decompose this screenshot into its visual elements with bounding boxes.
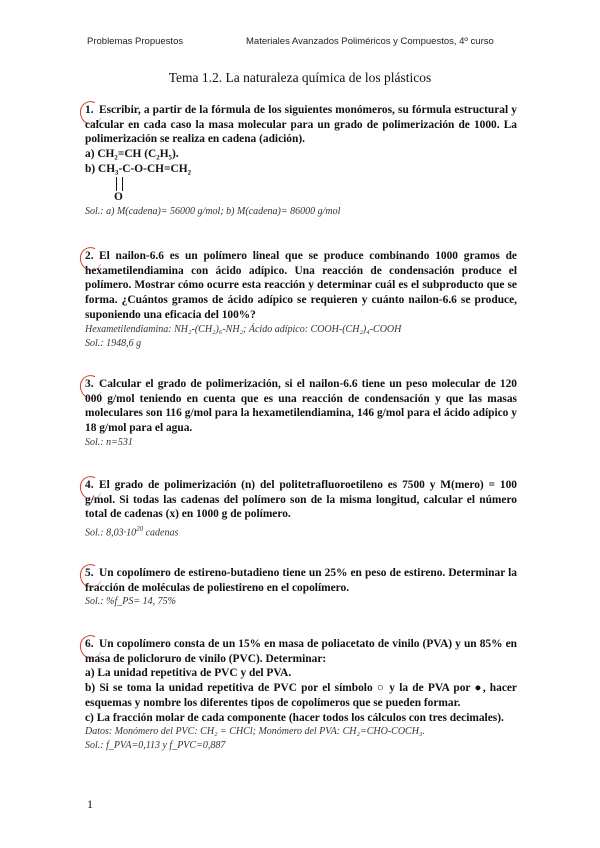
problem-5-statement: Un copolímero de estireno-butadieno tiene un 25% en peso de estireno. Determinar la fracción de moléculas de poliestireno en el copolímero. [85, 567, 517, 594]
problem-6-number: 6. [85, 638, 94, 650]
problem-3-solution: Sol.: n=531 [85, 436, 133, 448]
carbonyl-oxygen: O [114, 190, 123, 203]
problem-2-number: 2. [85, 250, 94, 262]
problem-1-number: 1. [85, 104, 94, 116]
carbonyl-group [85, 177, 517, 205]
problem-1-item-b: b) CH₃-C-O-CH=CH₂ [85, 162, 192, 175]
problem-1-solution: Sol.: a) M(cadena)= 56000 g/mol; b) M(cadena)= 86000 g/mol [85, 205, 341, 217]
problem-4 [85, 478, 517, 540]
problem-2 [85, 249, 517, 351]
problem-3-text [85, 377, 517, 436]
problem-6-item-c: c) La fracción molar de cada componente (hacer todos los cálculos con tres decimales). [85, 711, 504, 724]
problem-5-number: 5. [85, 567, 94, 579]
problem-5-text [85, 566, 517, 595]
problem-6-item-a: a) La unidad repetitiva de PVC y del PVA. [85, 667, 292, 680]
page-number: 1 [87, 797, 93, 811]
problem-2-data: Hexametilendiamina: NH₂-(CH₂)₆-NH₂; Ácido adípico: COOH-(CH₂)₄-COOH [85, 323, 402, 335]
problem-3-number: 3. [85, 378, 94, 390]
header-left: Problemas Propuestos [87, 36, 184, 47]
problem-4-solution-base: Sol.: 8,03·10 [85, 527, 137, 539]
problem-2-statement: El nailon-6.6 es un polímero lineal que se produce combinando 1000 gramos de hexametilendiamina con ácido adípico. Una reacción de condensación produce el polímero. Mostrar cómo ocurre esta reacción y determinar cuál es el subproducto que se forma. ¿Cuántos gramos de ácido adípico se requieren y cuánto nailon-6.6 se produce, suponiendo una eficacia del 100%? [85, 250, 517, 321]
problem-1-statement: Escribir, a partir de la fórmula de los siguientes monómeros, su fórmula estructural y calcular en cada caso la masa molecular para un grado de polimerización de 1000. La polimerización se realiza en cadena (adición). [85, 104, 517, 146]
problem-6 [85, 637, 517, 753]
problem-6-solution: Sol.: f_PVA=0,113 y f_PVC=0,887 [85, 740, 226, 752]
problem-4-solution [85, 522, 517, 540]
problem-4-text [85, 478, 517, 522]
problem-1-item-a: a) CH₂=CH (C₂H₅). [85, 148, 179, 161]
problem-5-solution: Sol.: %f_PS= 14, 75% [85, 596, 176, 608]
header-right: Materiales Avanzados Poliméricos y Compuestos, 4º curso [246, 36, 494, 47]
problem-4-solution-unit: cadenas [143, 527, 179, 539]
problem-2-text [85, 249, 517, 323]
problem-6-item-b: b) Si se toma la unidad repetitiva de PVC por el símbolo ○ y la de PVA por ●, hacer esquemas y nombre los diferentes tipos de copolímeros que se pueden formar. [85, 682, 517, 709]
problem-3-statement: Calcular el grado de polimerización, si el nailon-6.6 tiene un peso molecular de 120 000 g/mol teniendo en cuenta que es una reacción de condensación y que las masas moleculares son 116 g/mol para la hexametilendiamina, 146 g/mol para el ácido adípico y 18 g/mol para el agua. [85, 378, 517, 435]
problem-1-text [85, 103, 517, 147]
problem-4-number: 4. [85, 479, 94, 491]
problem-6-statement: Un copolímero consta de un 15% en masa de poliacetato de vinilo (PVA) y un 85% en masa de policloruro de vinilo (PVC). Determinar: [85, 638, 517, 665]
problem-4-statement: El grado de polimerización (n) del politetrafluoroetileno es 7500 y M(mero) = 100 g/mol. Si todas las cadenas del polímero son de la misma longitud, calcular el número total de cadenas (x) en 1000 g de polímero. [85, 479, 517, 521]
problem-1 [85, 103, 517, 219]
problem-4-solution-exponent: 20 [136, 525, 144, 534]
problem-3 [85, 377, 517, 450]
page-title: Tema 1.2. La naturaleza química de los plásticos [168, 70, 432, 85]
problem-6-text [85, 637, 517, 666]
problem-6-data: Datos: Monómero del PVC: CH₂ = CHCl; Monómero del PVA: CH₂=CHO-COCH₃. [85, 726, 425, 738]
double-bond-line [116, 177, 123, 191]
problem-5 [85, 566, 517, 609]
problem-2-solution: Sol.: 1948,6 g [85, 337, 142, 349]
